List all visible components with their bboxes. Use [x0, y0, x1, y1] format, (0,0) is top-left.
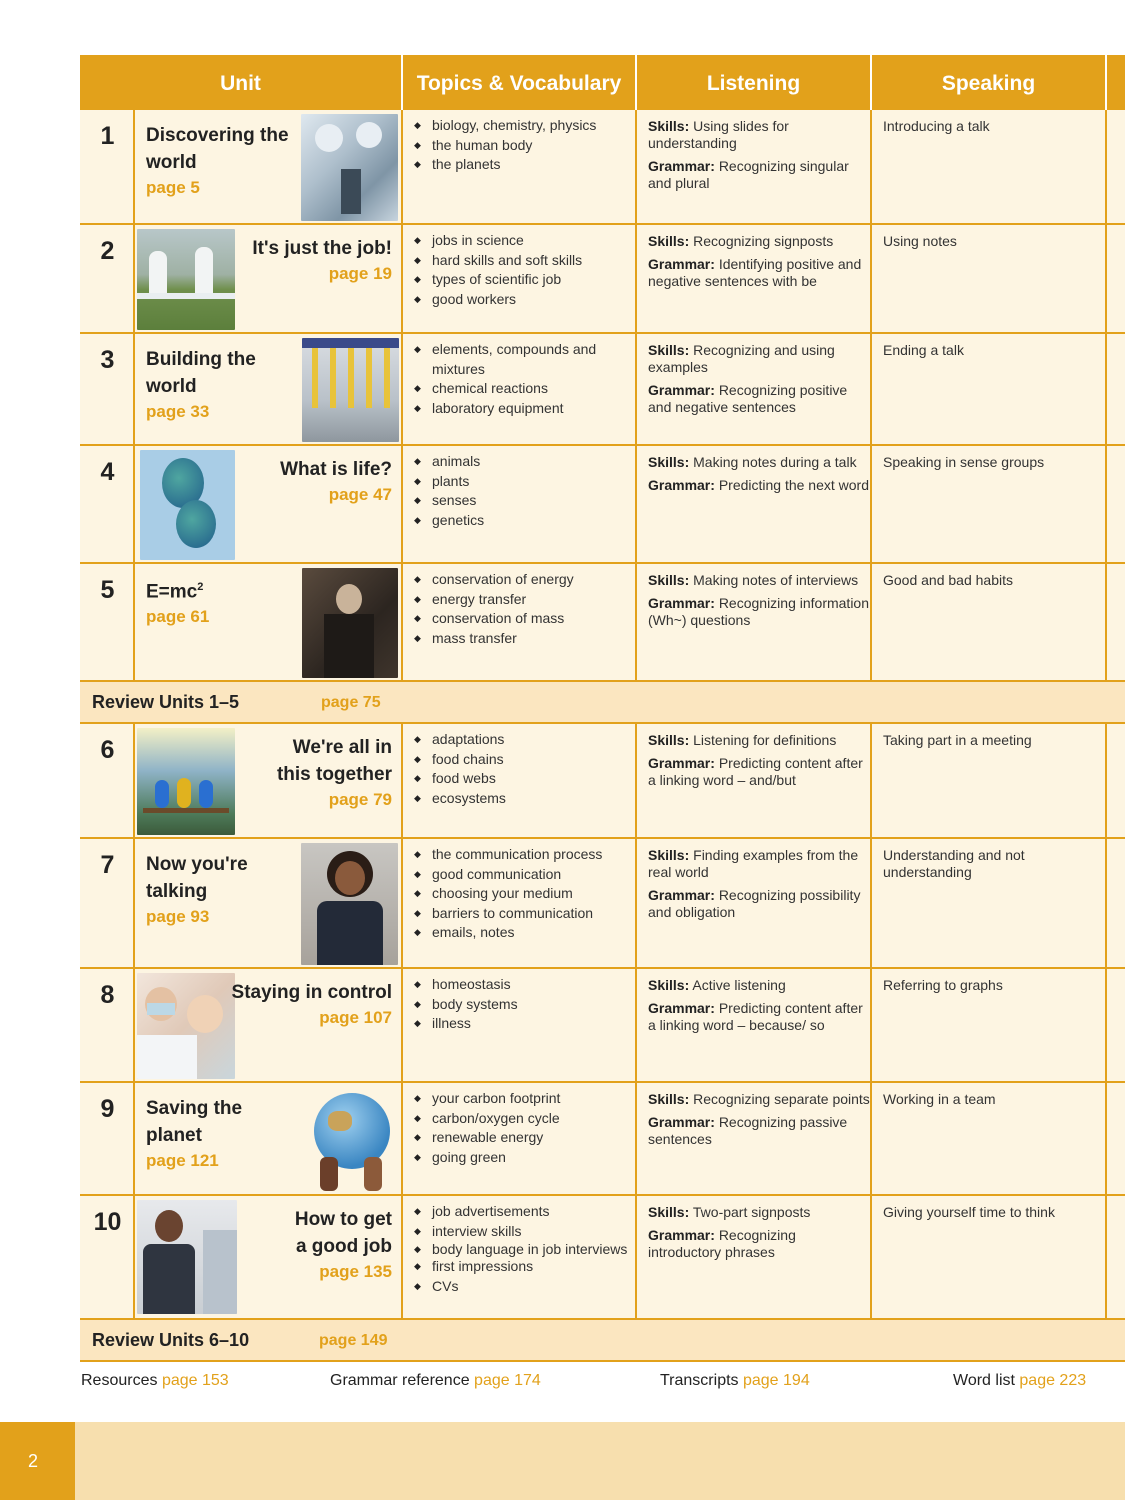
listening-cell: Skills: Making notes during a talk Grammar: Predicting the next word: [648, 454, 870, 493]
speaking-cell: Giving yourself time to think: [883, 1204, 1055, 1220]
unit-number: 6: [100, 736, 115, 764]
topics-list: ◆ the communication process ◆ good communication ◆ choosing your medium ◆ barriers to communication ◆ emails, notes: [412, 845, 632, 943]
listening-cell: Skills: Using slides for understanding Grammar: Recognizing singular and plural: [648, 118, 849, 191]
footer-transcripts[interactable]: Transcripts page 194: [660, 1372, 810, 1389]
unit-number: 7: [100, 851, 115, 879]
topics-list: ◆ elements, compounds and mixtures ◆ chemical reactions ◆ laboratory equipment: [412, 340, 632, 418]
unit-title[interactable]: Saving the planet page 121: [146, 1095, 306, 1173]
speaking-cell: Introducing a talk: [883, 118, 990, 134]
listening-cell: Skills: Recognizing signposts Grammar: Identifying positive and negative sentences with be: [648, 233, 862, 289]
unit-number: 2: [100, 237, 115, 265]
unit-number: 3: [100, 346, 115, 374]
unit-row-3: [80, 334, 1125, 446]
review-title[interactable]: Review Units 1–5: [92, 692, 240, 712]
unit-row-6: [80, 724, 1125, 839]
unit-title[interactable]: $E=mc^2$ page 61: [146, 574, 296, 629]
speaking-cell: Understanding and not understanding: [883, 847, 1025, 880]
review-page-link[interactable]: page 75: [321, 694, 381, 711]
topics-list: ◆ animals ◆ plants ◆ senses ◆ genetics: [412, 452, 632, 530]
unit-title[interactable]: Staying in control page 107: [230, 979, 392, 1030]
unit-title[interactable]: It's just the job! page 19: [240, 235, 392, 286]
review-title[interactable]: Review Units 6–10: [92, 1330, 250, 1350]
unit-number: 10: [93, 1208, 122, 1236]
header-listening: Listening: [637, 55, 872, 110]
unit-row-10: [80, 1196, 1125, 1320]
listening-cell: Skills: Two-part signposts Grammar: Recognizing introductory phrases: [648, 1204, 811, 1260]
table-header: [80, 55, 1125, 110]
unit-page-link[interactable]: page 19: [328, 264, 392, 283]
woman-headset-photo: [301, 843, 398, 965]
footer-page-link[interactable]: page 223: [1019, 1372, 1087, 1389]
topics-list: ◆ jobs in science ◆ hard skills and soft skills ◆ types of scientific job ◆ good workers: [412, 231, 632, 309]
footer-page-link[interactable]: page 153: [161, 1372, 229, 1389]
unit-number: 8: [100, 981, 115, 1009]
topics-list: ◆ homeostasis ◆ body systems ◆ illness: [412, 975, 632, 1034]
listening-cell: Skills: Finding examples from the real world Grammar: Recognizing possibility and obligation: [648, 847, 861, 920]
listening-cell: Skills: Recognizing separate points Grammar: Recognizing passive sentences: [648, 1091, 870, 1147]
unit-page-link[interactable]: page 5: [146, 178, 200, 197]
topics-list: ◆ biology, chemistry, physics ◆ the human body ◆ the planets: [412, 116, 632, 175]
unit-number: 4: [100, 458, 115, 486]
footer-page-link[interactable]: page 194: [742, 1372, 810, 1389]
listening-cell: Skills: Listening for definitions Grammar: Predicting content after a linking word – and/but: [648, 732, 863, 788]
topics-list: ◆ conservation of energy ◆ energy transfer ◆ conservation of mass ◆ mass transfer: [412, 570, 632, 648]
unit-page-link[interactable]: page 79: [328, 790, 392, 809]
review-page-link[interactable]: page 149: [319, 1332, 388, 1349]
forensic-scientists-photo: [137, 229, 235, 330]
speaking-cell: Working in a team: [883, 1091, 996, 1107]
unit-page-link[interactable]: page 93: [146, 907, 210, 926]
bottom-band: [0, 1422, 1125, 1500]
speaking-cell: Referring to graphs: [883, 977, 1003, 993]
unit-title[interactable]: Now you're talking page 93: [146, 851, 306, 929]
speaking-cell: Good and bad habits: [883, 572, 1013, 588]
topics-list: ◆ job advertisements ◆ interview skills ◆ body language in job interviews ◆ first impressions ◆ CVs: [412, 1202, 632, 1296]
unit-title[interactable]: Discovering the world page 5: [146, 122, 306, 200]
parrots-photo: [137, 728, 235, 835]
globe-hands-photo: [302, 1087, 398, 1191]
speaking-cell: Ending a talk: [883, 342, 964, 358]
speaking-cell: Using notes: [883, 233, 957, 249]
unit-row-1: [80, 110, 1125, 225]
unit-page-link[interactable]: page 47: [328, 485, 392, 504]
unit-title[interactable]: We're all in this together page 79: [240, 734, 392, 812]
topics-list: ◆ adaptations ◆ food chains ◆ food webs ◆ ecosystems: [412, 730, 632, 808]
unit-page-link[interactable]: page 107: [319, 1008, 392, 1027]
listening-cell: Skills: Recognizing and using examples Grammar: Recognizing positive and negative sentences: [648, 342, 848, 415]
header-speaking: Speaking: [872, 55, 1107, 110]
topics-list: ◆ your carbon footprint ◆ carbon/oxygen cycle ◆ renewable energy ◆ going green: [412, 1089, 632, 1167]
listening-cell: Skills: Active listening Grammar: Predicting content after a linking word – because/ so: [648, 977, 863, 1033]
unit-row-9: [80, 1083, 1125, 1196]
speaking-cell: Taking part in a meeting: [883, 732, 1032, 748]
unit-title[interactable]: How to get a good job page 135: [240, 1206, 392, 1284]
unit-row-8: [80, 969, 1125, 1083]
review-row-1: [80, 682, 1125, 724]
footer-page-link[interactable]: page 174: [474, 1372, 541, 1389]
unit-row-5: [80, 564, 1125, 682]
lab-pipettes-photo: [302, 338, 399, 442]
header-topics: Topics & Vocabulary: [403, 55, 637, 110]
footer-word-list[interactable]: Word list page 223: [953, 1372, 1087, 1389]
footer-resources[interactable]: Resources page 153: [81, 1372, 229, 1389]
footer-grammar-reference[interactable]: Grammar reference page 174: [330, 1372, 541, 1389]
nurse-baby-photo: [137, 973, 235, 1079]
unit-row-7: [80, 839, 1125, 969]
cell-organism-image: [140, 450, 235, 560]
header-unit: Unit: [80, 55, 403, 110]
unit-page-link[interactable]: page 135: [319, 1262, 392, 1281]
unit-page-link[interactable]: page 33: [146, 402, 210, 421]
listening-cell: Skills: Making notes of interviews Grammar: Recognizing information (Wh~) questions: [648, 572, 870, 628]
unit-number: 1: [100, 122, 115, 150]
unit-page-link[interactable]: page 121: [146, 1151, 219, 1170]
unit-page-link[interactable]: page 61: [146, 607, 210, 627]
unit-number: 9: [100, 1095, 115, 1123]
einstein-photo: [302, 568, 398, 678]
review-row-2: [80, 1320, 1125, 1362]
unit-title[interactable]: What is life? page 47: [240, 456, 392, 507]
unit-title[interactable]: Building the world page 33: [146, 346, 306, 424]
page-number: 2: [0, 1422, 75, 1500]
scientists-microscope-photo: [301, 114, 398, 221]
job-interview-handshake-photo: [137, 1200, 237, 1314]
speaking-cell: Speaking in sense groups: [883, 454, 1045, 470]
unit-row-2: [80, 225, 1125, 334]
unit-row-4: [80, 446, 1125, 564]
unit-number: 5: [100, 576, 115, 604]
